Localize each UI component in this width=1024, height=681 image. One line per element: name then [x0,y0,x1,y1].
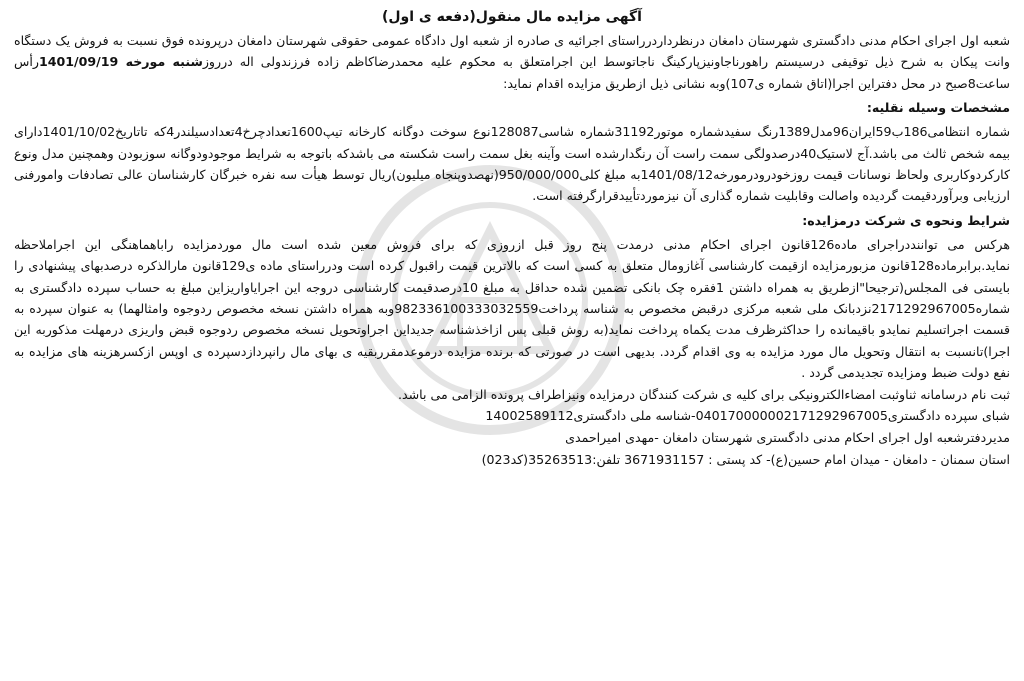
registration-note: ثبت نام درسامانه ثناوثبت امضاءالکترونیکی برای کلیه ی شرکت کنندگان درمزایده ونیزاطراف پرونده الزامی می باشد. [398,386,1010,402]
intro-text-part2: رأس ساعت8صبح در محل دفتراین اجرا(اتاق شماره ی107)وبه نشانی ذیل ازطریق مزایده اقدام نماید: [14,54,1010,91]
conditions-heading: شرایط ونحوه ی شرکت درمزایده: [802,212,1010,228]
auction-date: شنبه مورخه 1401/09/19 [38,54,203,70]
notice-title: آگهی مزایده مال منقول(دفعه ی اول) [382,9,642,25]
intro-paragraph [14,30,1010,94]
office-manager-line: مدیردفترشعبه اول اجرای احکام مدنی دادگستری شهرستان دامغان -مهدی امیراحمدی [565,430,1010,446]
intro-text-part1: شعبه اول اجرای احکام مدنی دادگستری شهرستان دامغان درنظرداردرراستای اجرائیه ی صادره از شعبه اول دادگاه عمومی حقوقی شهرستان دامغان درپرونده فوق نسبت به فروش یک دستگاه وانت پیکان به شرح ذیل توقیفی درسیستم راهورناجاونیزپارکینگ ناجاتوسط این اجرامتعلق به محکوم علیه محمدرضاکاظم زاده فرزندولی اله درروز [14,33,1010,70]
vehicle-specs-paragraph: شماره انتظامی186ب59ایران96مدل1389رنگ سفیدشماره موتور31192شماره شاسی128087نوع سوخت دوگانه کارخانه تیپ1600تعدادچرخ4تعدادسیلندر4که تاتاریخ1401/10/02دارای بیمه شخص ثالث می باشد.آج لاستیک40درصدولگی سمت راست آن رنگدارشده است وآینه بغل سمت راست شکسته می باشدکه باتوجه به شرایط موجودودوگانه سوزبودن وهمچنین مدل ونوع کارکردوکاربری ولحاظ نوسانات قیمت روزخودرودرمورخه1401/08/12به مبلغ کلی950/000/000(نهصدوپنجاه میلیون)ریال توسط هیأت سه نفره خبرگان کارشناسان عالی تصادفات وامورفنی ارزیابی وبرآوردقیمت گردیده واصالت وقابلیت شماره گذاری آن نیزموردتأییدقرارگرفته است. [14,124,1011,204]
conditions-paragraph: هرکس می تواننددراجرای ماده126قانون اجرای احکام مدنی درمدت پنج روز قبل ازروزی که برای فروش معین شده است مال موردمزایده راباهماهنگی این اجراملاحظه نماید.برابرماده128قانون مزبورمزایده ازقیمت کارشناسی آغازومال متعلق به کسی است که بالاترین قیمت راقبول کرده است ودرراستای ماده ی129قانون مارالذکره درصدبهای پیشنهادی را بایستی فی المجلس(ترجیحا"ازطریق به همراه داشتن 1فقره چک بانکی تضمین شده حداقل به مبلغ 10درصدقیمت کارشناسی دروجه این اجرایاواریزاین مبلغ به حساب سپرده دادگستری به شماره2171292967005نزدبانک ملی شعبه مرکزی درقبض مخصوص به شناسه پرداخت982336100333032559وبه همراه داشتن نسخه مخصوص ردوجوه وامثالهما) به عنوان سپرده به قسمت اجراتسلیم نمایدو باقیمانده را حداکثرظرف مدت یکماه پرداخت نماید(به روش قبلی پس ازاخذشناسه جدیداین اجراوتحویل نسخه مخصوص ردوجوه قبض واریزی درمهلت مذکوربه این اجرا)تانسبت به انتقال وتحویل مال مورد مزایده به وی اقدام گردد. بدیهی است در صورتی که برنده مزایده درموعدمقرربقیه ی بهای مال رانپردازدسپرده ی اوپس ازکسرهزینه های مزایده به نفع دولت ضبط ومزایده تجدیدمی گردد . [14,236,1011,381]
vehicle-heading: مشخصات وسیله نقلیه: [866,100,1010,116]
sheba-account-line: شبای سپرده دادگستری040170000002171292967005-شناسه ملی دادگستری14002589112 [485,408,1010,424]
address-line: استان سمنان - دامغان - میدان امام حسین(ع)- کد پستی : 3671931157 تلفن:35263513(کد023) [481,452,1010,468]
